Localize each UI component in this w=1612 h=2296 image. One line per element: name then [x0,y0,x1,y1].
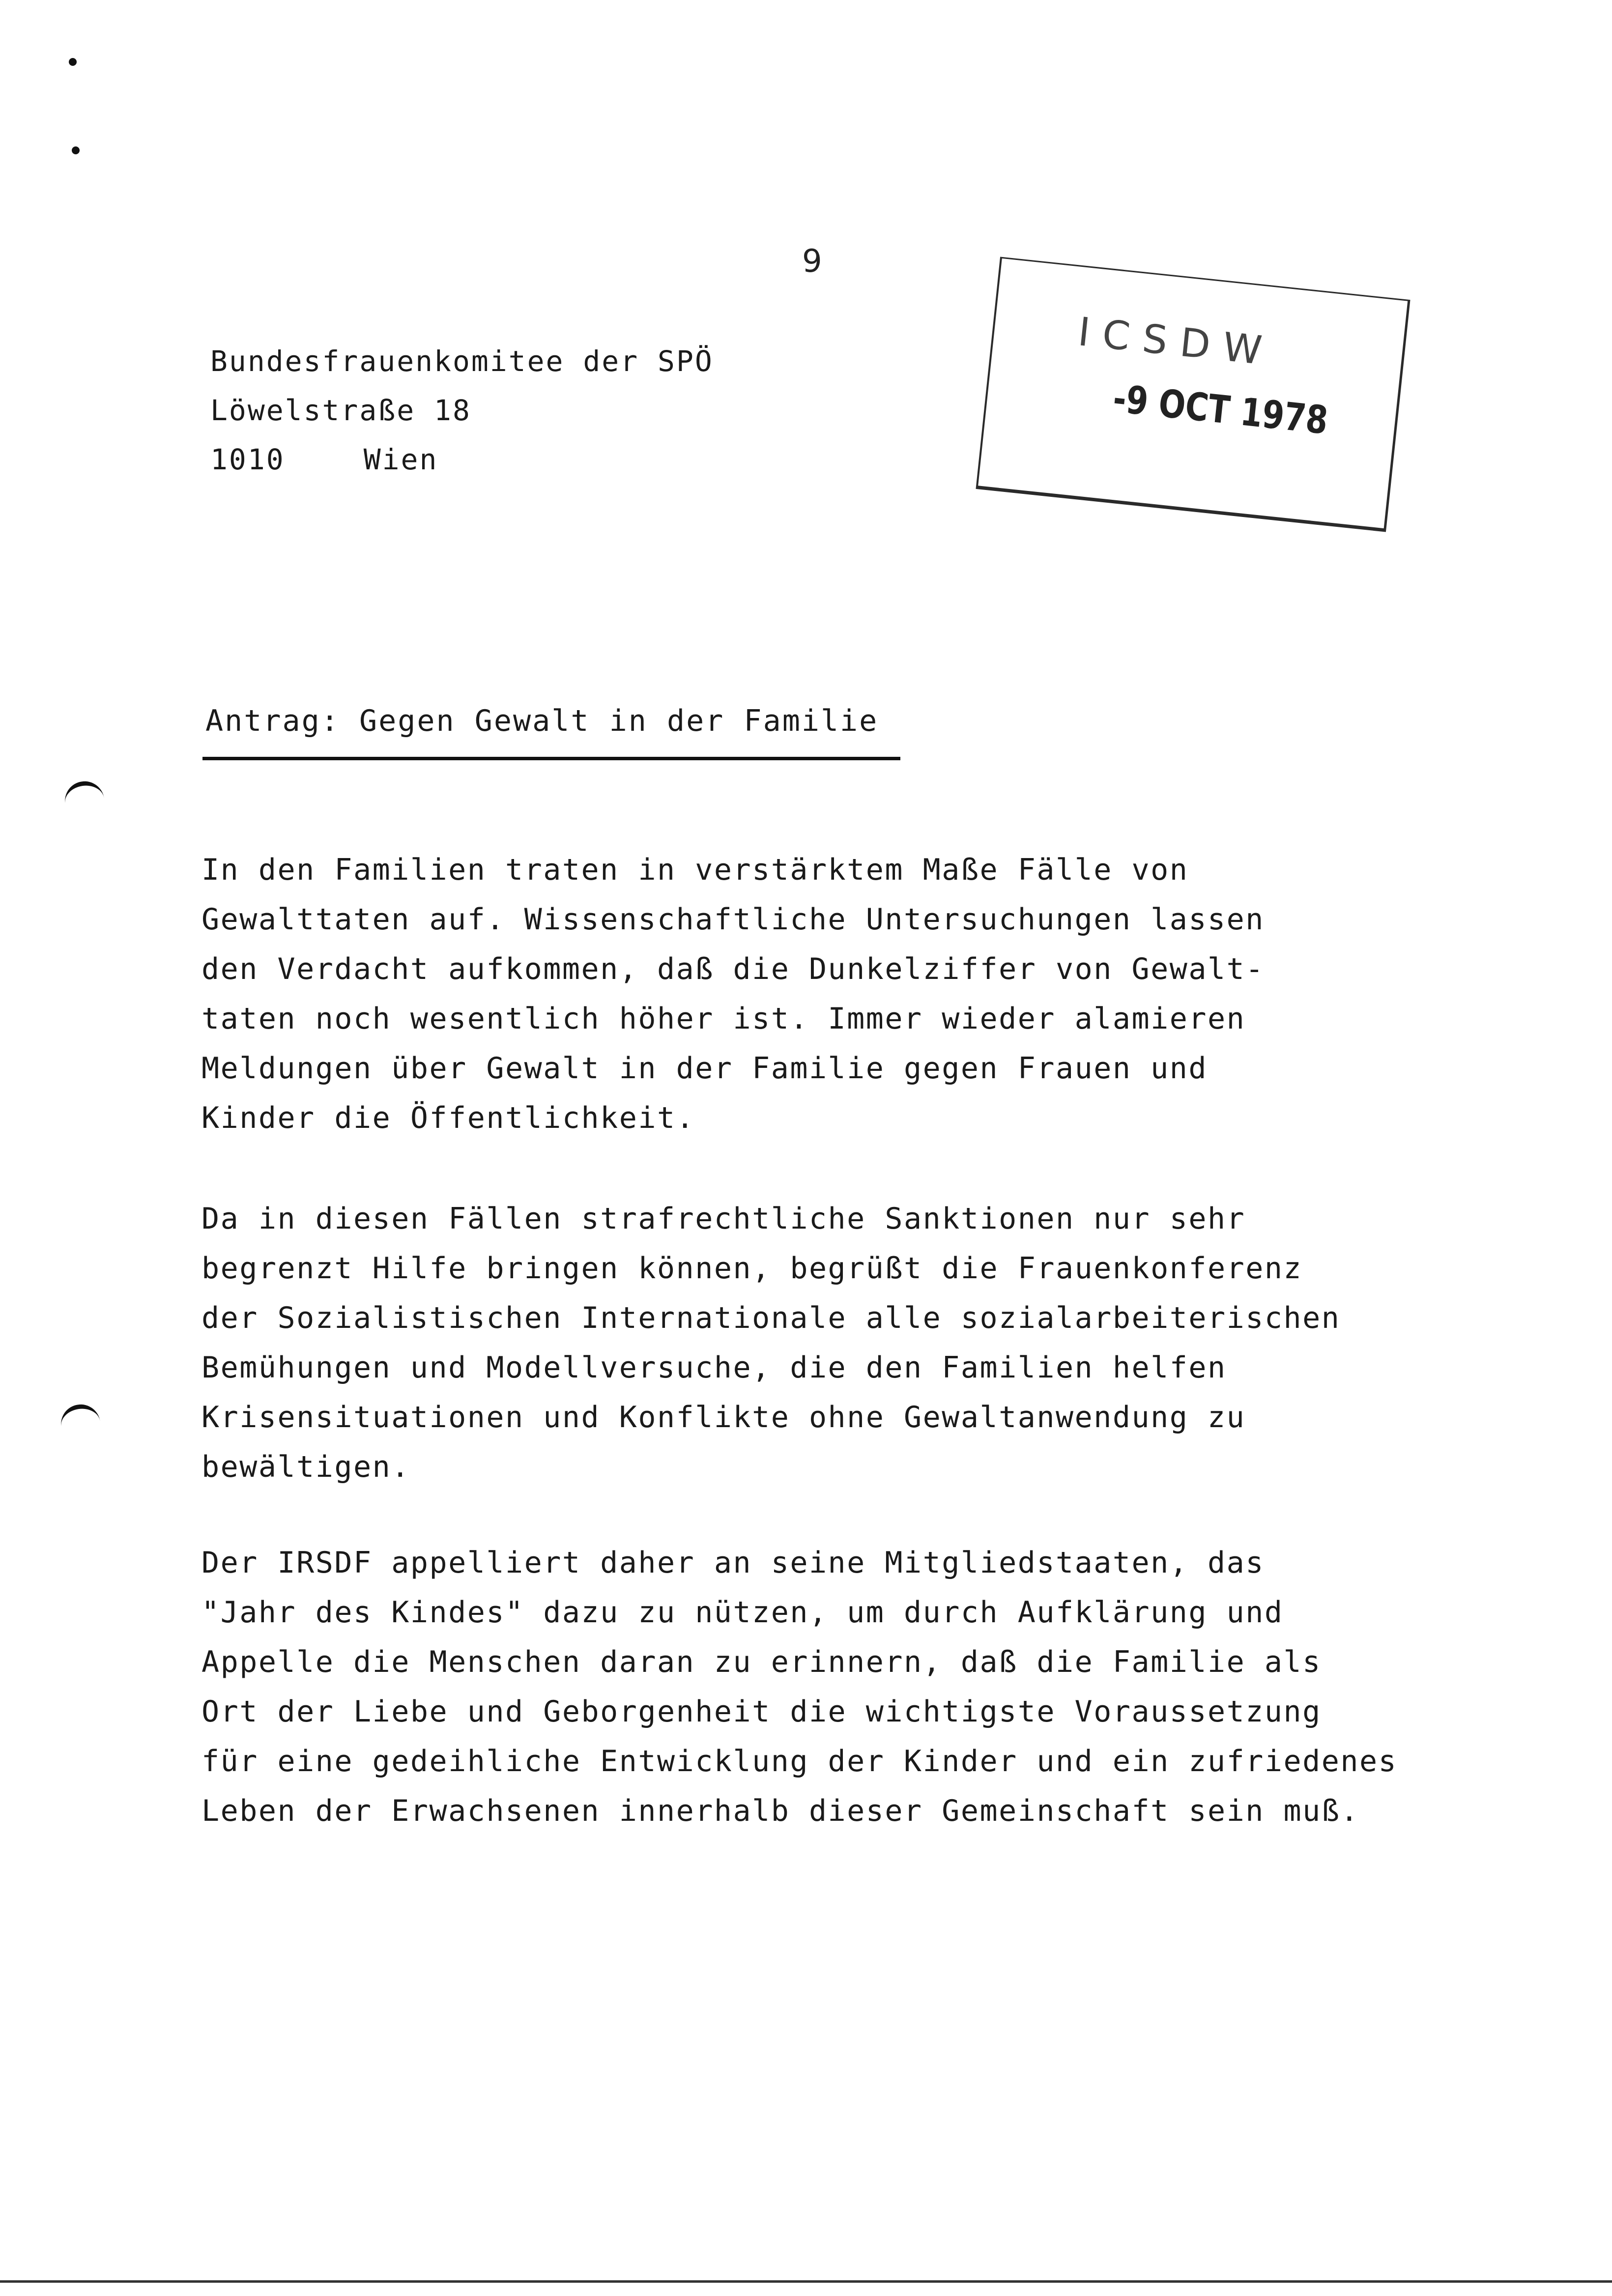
text-line: der Sozialistischen Internationale alle sozialarbeiterischen [202,1301,1341,1335]
text-line: Da in diesen Fällen strafrechtliche Sanktionen nur sehr [202,1202,1246,1236]
text-line: bewältigen. [202,1450,410,1484]
punch-hole-mark [62,779,105,808]
bottom-scan-edge [0,2280,1612,2283]
sender-address [210,337,714,484]
text-line: Leben der Erwachsenen innerhalb dieser Gemeinschaft sein muß. [202,1794,1360,1828]
sender-organization: Bundesfrauenkomitee der SPÖ [210,344,714,378]
sender-city-line [210,435,714,484]
text-line: Meldungen über Gewalt in der Familie gegen Frauen und [202,1051,1208,1086]
sender-city: Wien [363,443,438,476]
paragraph-2 [202,1194,1430,1492]
margin-dot [72,146,80,154]
stamp-date: -9 OCT 1978 [1111,376,1330,443]
margin-dot [69,58,77,66]
sender-postcode: 1010 [210,443,285,476]
text-line: Kinder die Öffentlichkeit. [202,1101,695,1135]
text-line: für eine gedeihliche Entwicklung der Kinder und ein zufriedenes [202,1744,1398,1779]
text-line: Appelle die Menschen daran zu erinnern, daß die Familie als [202,1645,1322,1679]
subject-underline [202,757,900,760]
stamp-organization: ICSDW [1076,309,1277,375]
punch-hole-mark [58,1402,101,1432]
text-line: Der IRSDF appelliert daher an seine Mitgliedstaaten, das [202,1546,1265,1580]
paragraph-3 [202,1538,1430,1836]
text-line: den Verdacht aufkommen, daß die Dunkelziffer von Gewalt- [202,952,1265,986]
received-stamp [976,257,1410,532]
subject-line: Antrag: Gegen Gewalt in der Familie [205,704,879,738]
paragraph-1 [202,845,1430,1143]
text-line: "Jahr des Kindes" dazu zu nützen, um durch Aufklärung und [202,1595,1284,1630]
text-line: In den Familien traten in verstärktem Maße Fälle von [202,853,1189,887]
page-number: 9 [802,243,822,280]
text-line: Gewalttaten auf. Wissenschaftliche Untersuchungen lassen [202,902,1265,937]
text-line: Krisensituationen und Konflikte ohne Gewaltanwendung zu [202,1400,1246,1435]
text-line: Ort der Liebe und Geborgenheit die wichtigste Voraussetzung [202,1694,1322,1729]
text-line: Bemühungen und Modellversuche, die den Familien helfen [202,1350,1227,1385]
sender-street: Löwelstraße 18 [210,394,471,427]
text-line: taten noch wesentlich höher ist. Immer wieder alamieren [202,1002,1246,1036]
text-line: begrenzt Hilfe bringen können, begrüßt die Frauenkonferenz [202,1251,1303,1286]
